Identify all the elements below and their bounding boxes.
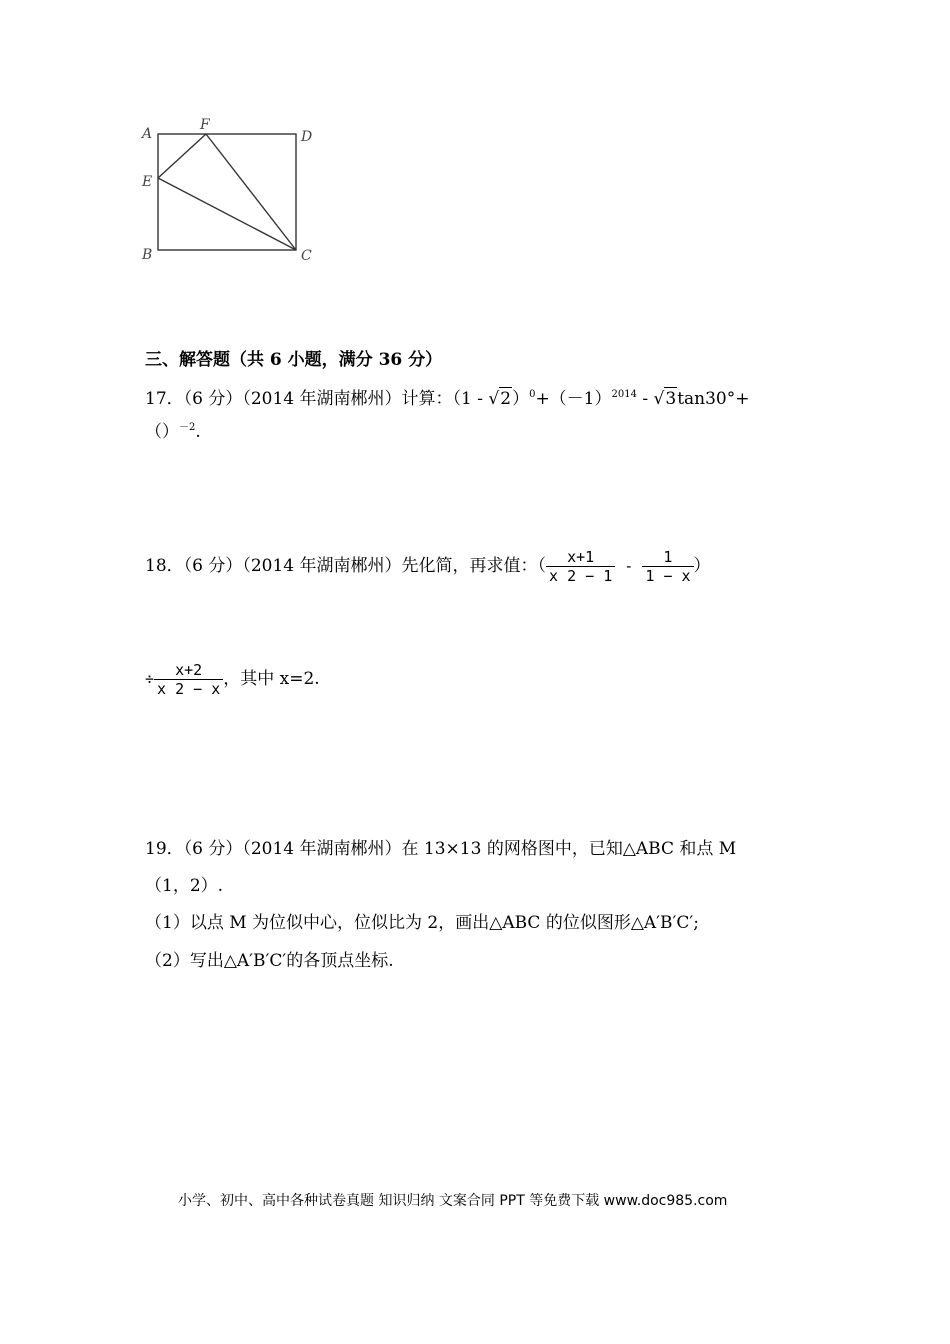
- label-e: E: [142, 174, 153, 190]
- q17-mid: +（－1）: [535, 389, 612, 409]
- question-17-line1: [145, 387, 749, 413]
- label-b: B: [142, 247, 153, 263]
- question-19-line3: （1）以点 M 为位似中心，位似比为 2，画出△ABC 的位似图形△A′B′C′;: [145, 913, 699, 933]
- q18-div-sign: ÷: [145, 670, 155, 688]
- q17-exp-neg2: －2: [179, 422, 196, 433]
- fraction-3: $\frac{x+2}{x 2 - x}$: [154, 661, 223, 698]
- question-19-line4: （2）写出△A′B′C′的各顶点坐标.: [145, 951, 394, 971]
- segment-ef: [158, 134, 206, 178]
- sqrt-2: √2: [488, 389, 512, 409]
- q17-exp0: 0: [529, 389, 536, 400]
- question-19-line2: （1，2）.: [145, 876, 224, 896]
- sqrt-3: √3: [653, 389, 677, 409]
- question-18-line2: [145, 658, 320, 700]
- page-footer: 小学、初中、高中各种试卷真题 知识归纳 文案合同 PPT 等免费下载 www.doc985.com: [178, 1193, 728, 1209]
- fraction-1: $\frac{x+1}{x 2 - 1}$: [546, 548, 615, 585]
- segment-ec: [158, 178, 296, 250]
- question-17-line2: [145, 421, 201, 446]
- label-c: C: [301, 248, 312, 264]
- q17-line2-a: （）: [145, 422, 179, 442]
- q17-tail: tan30°+: [677, 389, 750, 409]
- label-f: F: [200, 117, 210, 133]
- q18-prefix: 18．（6 分）（2014 年湖南郴州）先化简，再求值：（: [145, 556, 547, 576]
- question-19-line1: 19．（6 分）（2014 年湖南郴州）在 13×13 的网格图中，已知△ABC 和点 M: [145, 839, 737, 859]
- q17-exp2014: 2014: [611, 389, 637, 400]
- q17-minus: -: [636, 389, 654, 409]
- question-18-line1: [145, 545, 711, 587]
- label-a: A: [142, 126, 153, 142]
- q17-after-sqrt: ）: [512, 389, 530, 409]
- section-heading: 三、解答题（共 6 小题，满分 36 分）: [145, 350, 443, 370]
- geometry-figure: [130, 110, 330, 270]
- q18-close: ）: [693, 556, 711, 576]
- segment-fc: [206, 134, 296, 250]
- q17-prefix: 17．（6 分）（2014 年湖南郴州）计算：（1 -: [145, 389, 489, 409]
- rectangle-abcd: [158, 134, 296, 250]
- fraction-2: $\frac{1}{1 - x}$: [642, 548, 693, 585]
- q17-line2-b: .: [195, 422, 201, 442]
- label-d: D: [301, 129, 313, 145]
- q18-line2-tail: ，其中 x=2.: [223, 669, 320, 689]
- q18-op: -: [615, 557, 643, 575]
